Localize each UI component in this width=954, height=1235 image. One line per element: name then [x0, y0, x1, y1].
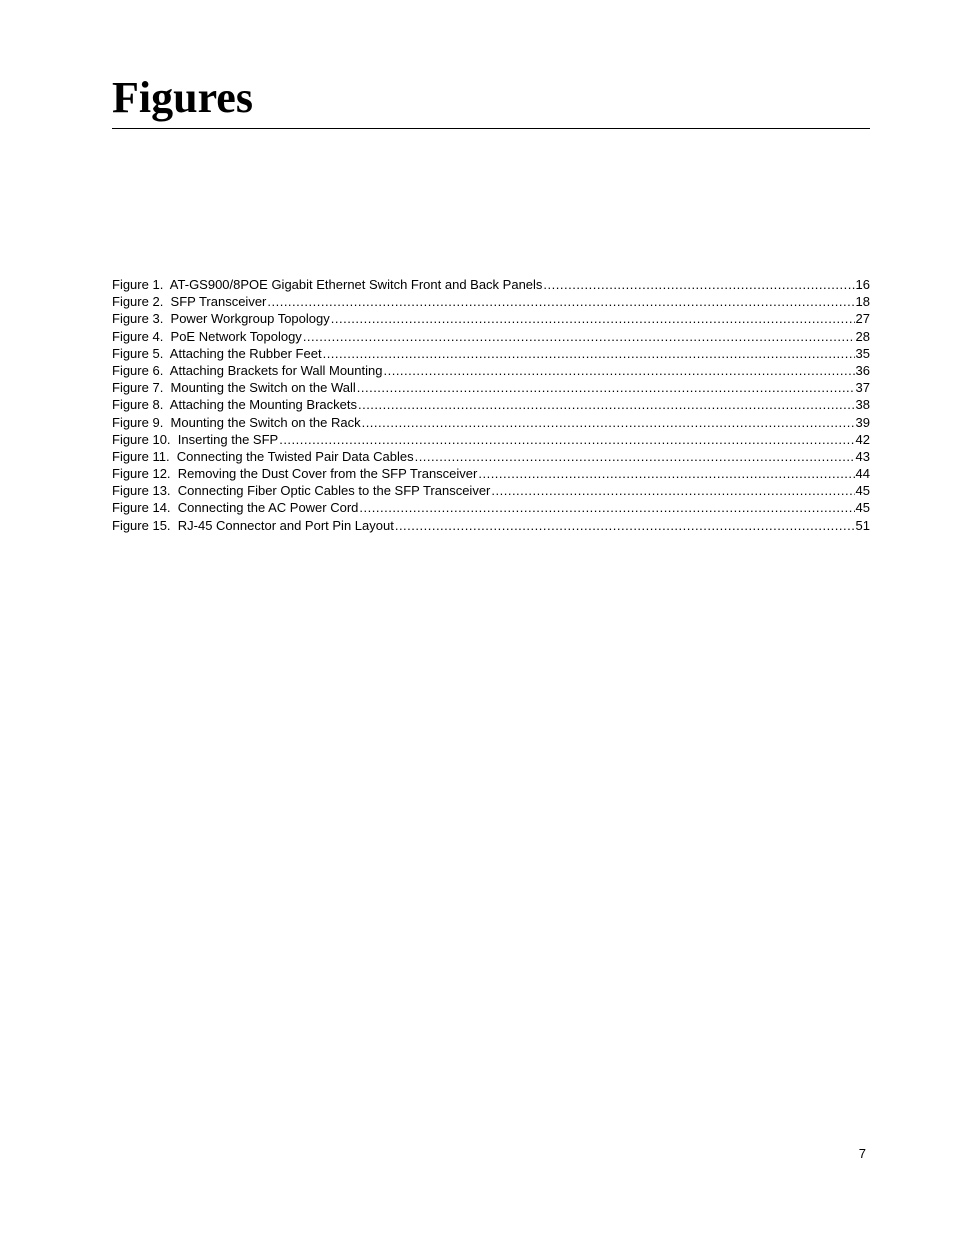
toc-entry-label: Figure 3. Power Workgroup Topology	[112, 311, 330, 327]
toc-entry[interactable]	[112, 499, 870, 516]
toc-entry[interactable]	[112, 293, 870, 310]
title-divider	[112, 128, 870, 129]
toc-dot-leader	[362, 414, 855, 431]
toc-entry-page: 42	[855, 431, 870, 447]
toc-entry-page: 38	[855, 397, 870, 413]
toc-dot-leader	[543, 276, 854, 293]
toc-entry[interactable]	[112, 448, 870, 465]
toc-entry[interactable]	[112, 310, 870, 327]
toc-entry-label: Figure 2. SFP Transceiver	[112, 294, 267, 310]
toc-entry-label: Figure 6. Attaching Brackets for Wall Mounting	[112, 362, 383, 378]
toc-entry[interactable]	[112, 482, 870, 499]
toc-dot-leader	[357, 379, 855, 396]
toc-entry-label: Figure 14. Connecting the AC Power Cord	[112, 500, 359, 516]
toc-entry-label: Figure 15. RJ-45 Connector and Port Pin Layout	[112, 517, 394, 533]
toc-entry-page: 51	[855, 517, 870, 533]
toc-entry-label: Figure 13. Connecting Fiber Optic Cables to the SFP Transceiver	[112, 483, 491, 499]
toc-entry-label: Figure 8. Attaching the Mounting Brackets	[112, 397, 357, 413]
toc-dot-leader	[491, 482, 854, 499]
toc-dot-leader	[279, 431, 854, 448]
toc-entry-label: Figure 10. Inserting the SFP	[112, 431, 279, 447]
toc-entry[interactable]	[112, 414, 870, 431]
toc-dot-leader	[358, 396, 855, 413]
toc-entry[interactable]	[112, 517, 870, 534]
toc-entry-page: 28	[855, 328, 870, 344]
toc-entry-page: 35	[855, 345, 870, 361]
toc-dot-leader	[359, 499, 854, 516]
toc-dot-leader	[478, 465, 854, 482]
page-title: Figures	[112, 73, 253, 122]
toc-entry-page: 39	[855, 414, 870, 430]
toc-entry-label: Figure 5. Attaching the Rubber Feet	[112, 345, 322, 361]
toc-entry-page: 45	[855, 483, 870, 499]
toc-dot-leader	[331, 310, 855, 327]
toc-entry[interactable]	[112, 431, 870, 448]
toc-entry[interactable]	[112, 345, 870, 362]
toc-entry[interactable]	[112, 328, 870, 345]
toc-entry-page: 16	[855, 277, 870, 292]
toc-entry-page: 43	[855, 448, 870, 464]
toc-entry-label: Figure 7. Mounting the Switch on the Wall	[112, 380, 356, 396]
toc-entry-label: Figure 4. PoE Network Topology	[112, 328, 302, 344]
toc-entry[interactable]	[112, 396, 870, 413]
toc-entry[interactable]	[112, 276, 870, 293]
toc-dot-leader	[303, 328, 855, 345]
toc-entry[interactable]	[112, 379, 870, 396]
toc-entry-label: Figure 9. Mounting the Switch on the Rack	[112, 414, 361, 430]
toc-entry[interactable]	[112, 465, 870, 482]
toc-dot-leader	[415, 448, 855, 465]
toc-entry-page: 18	[855, 294, 870, 310]
list-of-figures	[112, 276, 870, 534]
toc-entry-page: 27	[855, 311, 870, 327]
toc-dot-leader	[395, 517, 855, 534]
toc-entry-label: Figure 11. Connecting the Twisted Pair Data Cables	[112, 448, 414, 464]
toc-dot-leader	[323, 345, 855, 362]
toc-entry-label: Figure 1. AT-GS900/8POE Gigabit Ethernet Switch Front and Back Panels	[112, 277, 543, 292]
toc-entry-page: 44	[855, 466, 870, 482]
toc-entry-page: 36	[855, 362, 870, 378]
toc-dot-leader	[267, 293, 854, 310]
toc-entry-page: 45	[855, 500, 870, 516]
toc-entry[interactable]	[112, 362, 870, 379]
toc-dot-leader	[383, 362, 854, 379]
toc-entry-page: 37	[855, 380, 870, 396]
page-number: 7	[858, 1146, 866, 1161]
toc-entry-label: Figure 12. Removing the Dust Cover from the SFP Transceiver	[112, 466, 478, 482]
